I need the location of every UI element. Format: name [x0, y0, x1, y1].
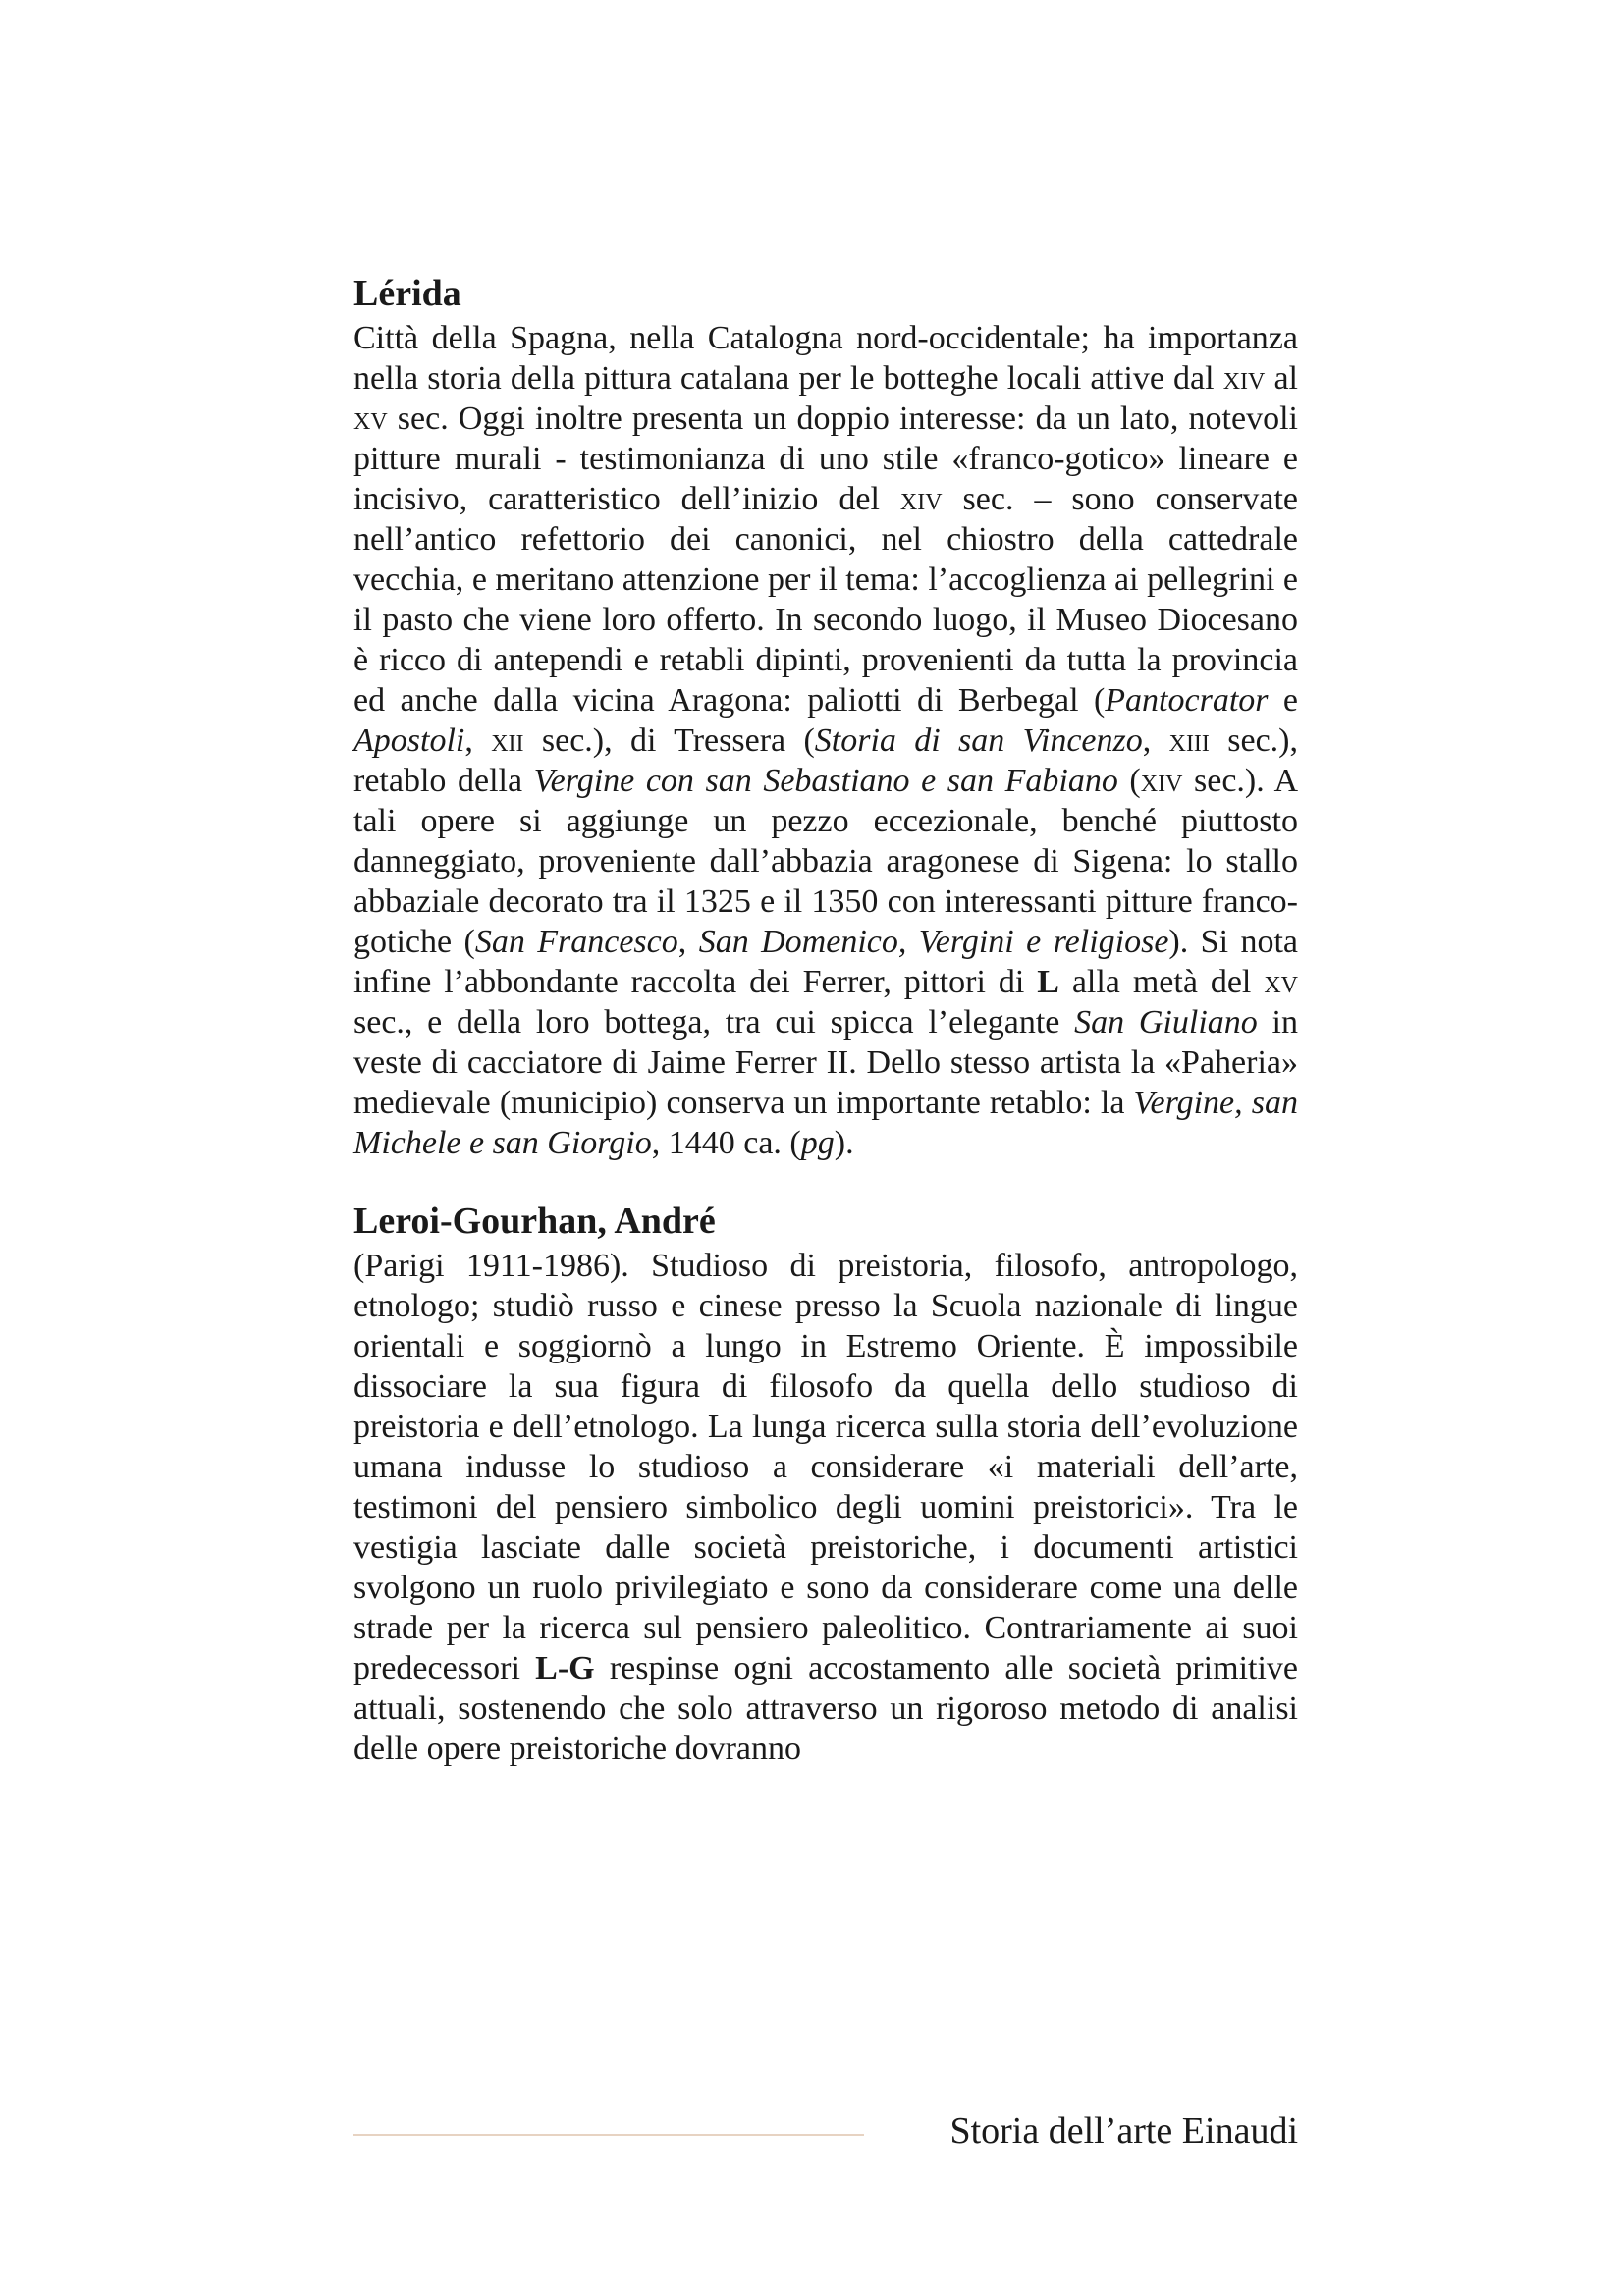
italic-title: Apostoli — [353, 722, 465, 759]
century-numeral: xii — [491, 722, 524, 759]
century-numeral: xiv — [899, 481, 943, 517]
italic-title: Storia di san Vincenzo — [814, 722, 1143, 759]
century-numeral: xiv — [1140, 763, 1183, 799]
century-numeral: xv — [1264, 964, 1298, 1000]
italic-title: Vergine, san Michele e san Giorgio — [353, 1085, 1298, 1161]
century-numeral: xiv — [1222, 360, 1266, 397]
bold-abbreviation: L-G — [535, 1650, 595, 1686]
italic-title: San Francesco — [474, 924, 678, 960]
italic-title: Pantocrator — [1105, 682, 1269, 719]
bold-abbreviation: L — [1037, 964, 1059, 1000]
footer-divider — [353, 2134, 864, 2136]
page-body — [353, 273, 1298, 1769]
entry-leroi-gourhan — [353, 1201, 1298, 1769]
century-numeral: xv — [353, 400, 388, 437]
entry-title: Leroi-Gourhan, André — [353, 1201, 716, 1242]
italic-title: Vergine con san Sebastiano e san Fabiano — [533, 763, 1118, 799]
footer-publisher: Storia dell’arte Einaudi — [949, 2110, 1298, 2152]
italic-title: San Giuliano — [1074, 1004, 1258, 1041]
italic-title: San Domenico, Vergini e religiose — [698, 924, 1169, 960]
entry-text: (Parigi 1911-1986). Studioso di preistoria, filosofo, antropologo, etnologo; studiò russo e cinese presso la Scuola nazionale di lingue orientali e soggiornò a lungo in Estremo Oriente. È impossibile dissociare la sua figura di filosofo da quella dello studioso di preistoria e dell’etnologo. La lunga ricerca sulla storia dell’evoluzione umana indusse lo studioso a considerare «i materiali dell’arte, testimoni del pensiero simbolico degli uomini preistorici». Tra le vestigia lasciate dalle società preistoriche, i documenti artistici svolgono un ruolo privilegiato e sono da considerare come una delle strade per la ricerca sul pensiero paleolitico. Contrariamente ai suoi predecessori L-G respinse ogni accostamento alle società primitive attuali, sostenendo che solo attraverso un rigoroso metodo di analisi delle opere preistoriche dovranno — [353, 1248, 1299, 1767]
entry-text: Città della Spagna, nella Catalogna nord-occidentale; ha importanza nella storia della pittura catalana per le botteghe locali attive dal xiv al xv sec. Oggi inoltre presenta un doppio interesse: da un lato, notevoli pitture murali - testimonianza di uno stile «franco-gotico» lineare e incisivo, caratteristico dell’inizio del xiv sec. – sono conservate nell’antico refettorio dei canonici, nel chiostro della cattedrale vecchia, e meritano attenzione per il tema: l’accoglienza ai pellegrini e il pasto che viene loro offerto. In secondo luogo, il Museo Diocesano è ricco di antependi e retabli dipinti, provenienti da tutta la provincia ed anche dalla vicina Aragona: paliotti di Berbegal (Pantocrator e Apostoli, xii sec.), di Tressera (Storia di san Vincenzo, xiii sec.), retablo della Vergine con san Sebastiano e san Fabiano (xiv sec.). A tali opere si aggiunge un pezzo eccezionale, benché piuttosto danneggiato, proveniente dall’abbazia aragonese di Sigena: lo stallo abbaziale decorato tra il 1325 e il 1350 con interessanti pitture franco-gotiche (San Francesco, San Domenico, Vergini e religiose). Si nota infine l’abbondante raccolta dei Ferrer, pittori di L alla metà del xv sec., e della loro bottega, tra cui spicca l’elegante San Giuliano in veste di cacciatore di Jaime Ferrer II. Dello stesso artista la «Paheria» medievale (municipio) conserva un importante retablo: la Vergine, san Michele e san Giorgio, 1440 ca. (pg). — [353, 320, 1299, 1161]
century-numeral: xiii — [1168, 722, 1210, 759]
italic-title: pg — [800, 1125, 835, 1161]
page-footer — [353, 2109, 1298, 2158]
entry-title: Lérida — [353, 273, 461, 314]
entry-lerida — [353, 273, 1298, 1163]
